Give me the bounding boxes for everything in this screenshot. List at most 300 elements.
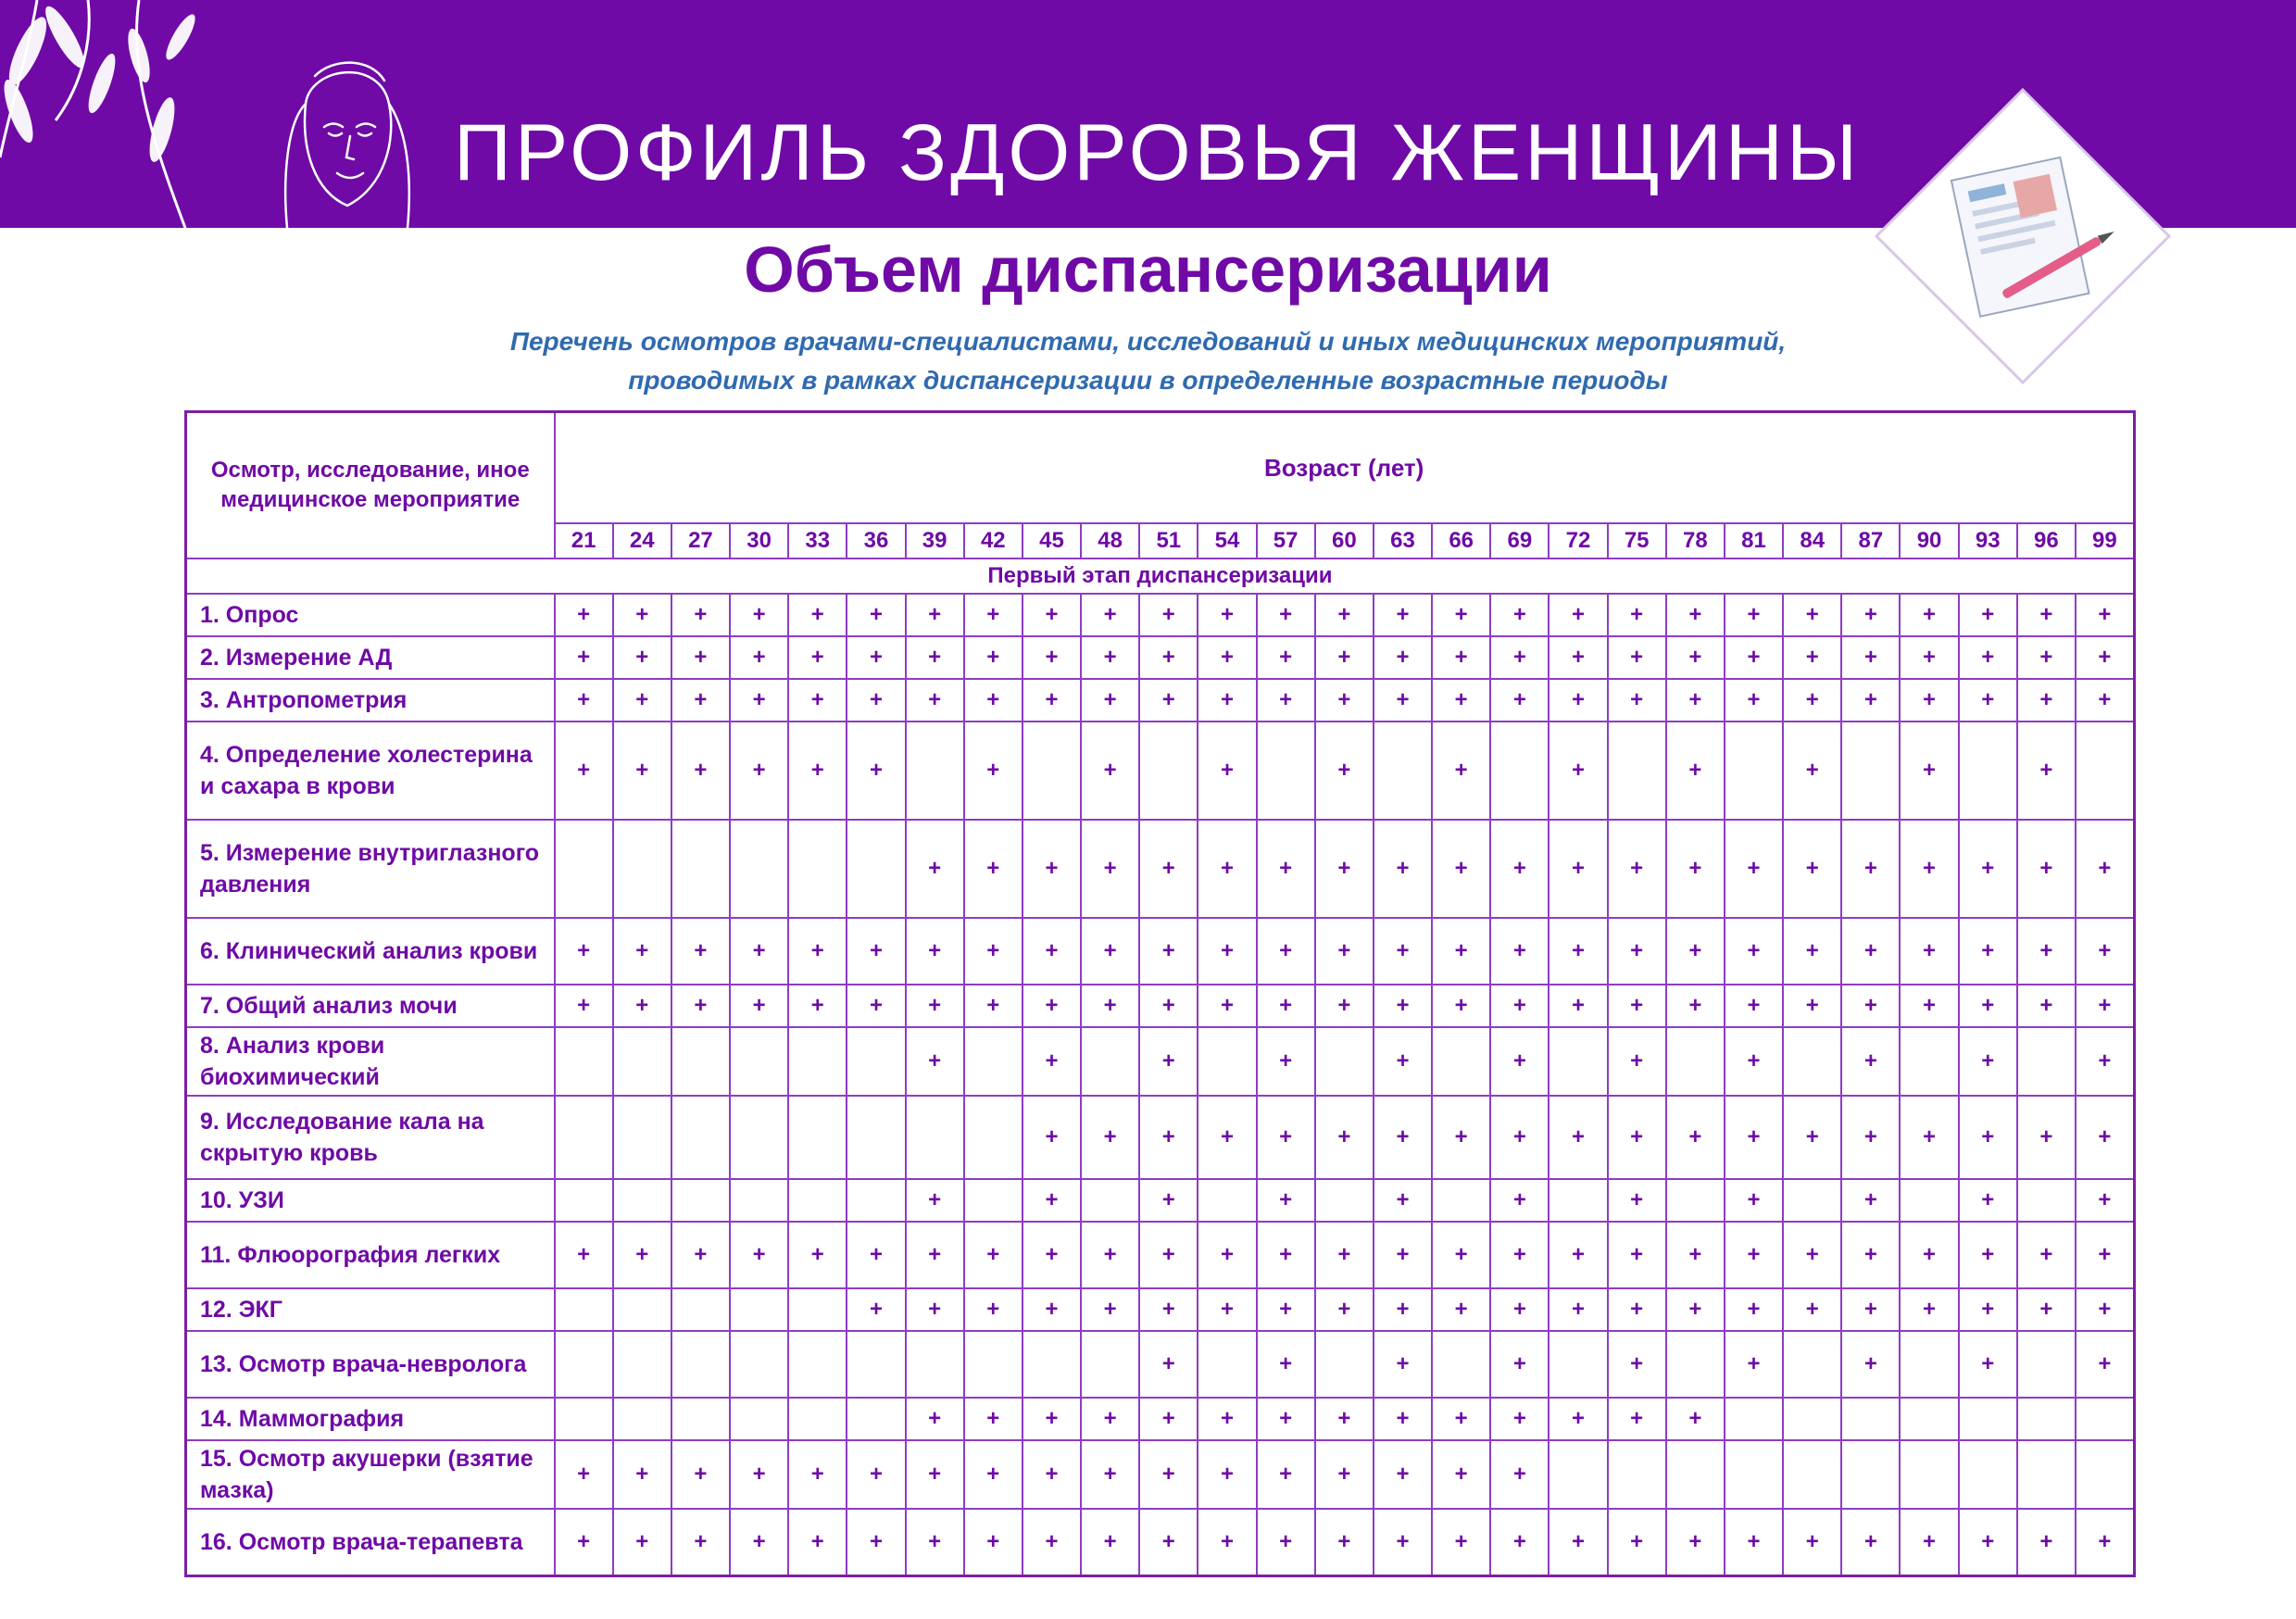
mark-cell: +	[1666, 918, 1725, 985]
empty-cell	[1315, 1179, 1374, 1222]
mark-cell: +	[1081, 820, 1139, 918]
mark-cell: +	[671, 679, 730, 722]
mark-cell: +	[1198, 679, 1256, 722]
mark-cell: +	[1198, 820, 1256, 918]
empty-cell	[1900, 1398, 1958, 1440]
table-row	[186, 1398, 2135, 1440]
mark-cell: +	[1959, 594, 2017, 636]
empty-cell	[555, 820, 613, 918]
mark-cell: +	[1374, 1331, 1432, 1398]
mark-cell: +	[1432, 679, 1490, 722]
mark-cell: +	[1374, 820, 1432, 918]
mark-cell: +	[1315, 820, 1374, 918]
mark-cell: +	[1257, 1440, 1315, 1509]
mark-cell: +	[1257, 1509, 1315, 1575]
table-row	[186, 820, 2135, 918]
mark-cell: +	[1198, 1509, 1256, 1575]
empty-cell	[847, 1398, 905, 1440]
empty-cell	[1783, 1179, 1841, 1222]
empty-cell	[1023, 722, 1081, 820]
empty-cell	[730, 1288, 788, 1331]
mark-cell: +	[1023, 1096, 1081, 1179]
mark-cell: +	[1783, 918, 1841, 985]
mark-cell: +	[1139, 1179, 1198, 1222]
mark-cell: +	[1608, 1096, 1666, 1179]
empty-cell	[671, 1027, 730, 1096]
mark-cell: +	[1841, 1331, 1900, 1398]
mark-cell: +	[847, 722, 905, 820]
mark-cell: +	[1490, 1179, 1549, 1222]
empty-cell	[1666, 1027, 1725, 1096]
mark-cell: +	[1490, 1222, 1549, 1288]
mark-cell: +	[1725, 1096, 1783, 1179]
empty-cell	[847, 1331, 905, 1398]
empty-cell	[964, 1096, 1023, 1179]
empty-cell	[613, 1027, 671, 1096]
empty-cell	[730, 1096, 788, 1179]
mark-cell: +	[1023, 1222, 1081, 1288]
mark-cell: +	[555, 636, 613, 679]
empty-cell	[906, 722, 964, 820]
mark-cell: +	[788, 918, 847, 985]
mark-cell: +	[2017, 594, 2076, 636]
mark-cell: +	[906, 679, 964, 722]
mark-cell: +	[1549, 1398, 1607, 1440]
mark-cell: +	[671, 918, 730, 985]
mark-cell: +	[1900, 679, 1958, 722]
mark-cell: +	[1257, 1096, 1315, 1179]
mark-cell: +	[2017, 1288, 2076, 1331]
empty-cell	[788, 820, 847, 918]
empty-cell	[613, 820, 671, 918]
empty-cell	[1549, 1331, 1607, 1398]
mark-cell: +	[555, 985, 613, 1027]
mark-cell: +	[1900, 1288, 1958, 1331]
empty-cell	[613, 1179, 671, 1222]
mark-cell: +	[613, 722, 671, 820]
mark-cell: +	[1783, 1222, 1841, 1288]
empty-cell	[1139, 722, 1198, 820]
mark-cell: +	[1783, 1096, 1841, 1179]
mark-cell: +	[847, 636, 905, 679]
mark-cell: +	[2017, 1096, 2076, 1179]
mark-cell: +	[2076, 1096, 2134, 1179]
mark-cell: +	[1783, 1509, 1841, 1575]
age-label: 72	[1549, 523, 1607, 558]
row-label: 13. Осмотр врача-невролога	[186, 1331, 555, 1398]
mark-cell: +	[1959, 1179, 2017, 1222]
mark-cell: +	[1432, 594, 1490, 636]
empty-cell	[555, 1096, 613, 1179]
mark-cell: +	[555, 594, 613, 636]
mark-cell: +	[1783, 722, 1841, 820]
mark-cell: +	[1490, 985, 1549, 1027]
empty-cell	[2017, 1027, 2076, 1096]
mark-cell: +	[1549, 594, 1607, 636]
row-label: 4. Определение холестерина и сахара в крови	[186, 722, 555, 820]
mark-cell: +	[1257, 679, 1315, 722]
empty-cell	[671, 1288, 730, 1331]
mark-cell: +	[2017, 722, 2076, 820]
leaf-branch-icon	[0, 0, 213, 228]
empty-cell	[2017, 1179, 2076, 1222]
empty-cell	[1081, 1027, 1139, 1096]
mark-cell: +	[1841, 1509, 1900, 1575]
row-label: 1. Опрос	[186, 594, 555, 636]
mark-cell: +	[1783, 679, 1841, 722]
mark-cell: +	[1081, 594, 1139, 636]
row-label: 9. Исследование кала на скрытую кровь	[186, 1096, 555, 1179]
mark-cell: +	[1139, 1331, 1198, 1398]
examination-table-wrap	[184, 410, 2136, 1577]
mark-cell: +	[964, 918, 1023, 985]
mark-cell: +	[1725, 1179, 1783, 1222]
page-title: ПРОФИЛЬ ЗДОРОВЬЯ ЖЕНЩИНЫ	[454, 108, 1862, 197]
mark-cell: +	[1257, 1331, 1315, 1398]
age-label: 60	[1315, 523, 1374, 558]
mark-cell: +	[1315, 594, 1374, 636]
empty-cell	[555, 1027, 613, 1096]
mark-cell: +	[1841, 918, 1900, 985]
mark-cell: +	[1023, 1398, 1081, 1440]
mark-cell: +	[847, 1440, 905, 1509]
row-label: 10. УЗИ	[186, 1179, 555, 1222]
mark-cell: +	[613, 636, 671, 679]
mark-cell: +	[1374, 594, 1432, 636]
mark-cell: +	[788, 636, 847, 679]
table-row	[186, 1027, 2135, 1096]
mark-cell: +	[2076, 1509, 2134, 1575]
mark-cell: +	[1315, 1398, 1374, 1440]
mark-cell: +	[1198, 1096, 1256, 1179]
mark-cell: +	[671, 1440, 730, 1509]
mark-cell: +	[1432, 918, 1490, 985]
mark-cell: +	[671, 636, 730, 679]
age-label: 63	[1374, 523, 1432, 558]
mark-cell: +	[1315, 1440, 1374, 1509]
mark-cell: +	[1841, 594, 1900, 636]
age-label: 87	[1841, 523, 1900, 558]
table-row	[186, 636, 2135, 679]
mark-cell: +	[1900, 1096, 1958, 1179]
mark-cell: +	[1432, 1222, 1490, 1288]
mark-cell: +	[2017, 985, 2076, 1027]
mark-cell: +	[1374, 636, 1432, 679]
empty-cell	[1198, 1179, 1256, 1222]
empty-cell	[847, 1027, 905, 1096]
mark-cell: +	[1725, 1288, 1783, 1331]
empty-cell	[1023, 1331, 1081, 1398]
mark-cell: +	[613, 1440, 671, 1509]
mark-cell: +	[1315, 1096, 1374, 1179]
mark-cell: +	[964, 1440, 1023, 1509]
age-label: 78	[1666, 523, 1725, 558]
mark-cell: +	[1900, 636, 1958, 679]
mark-cell: +	[2076, 1331, 2134, 1398]
mark-cell: +	[1081, 1398, 1139, 1440]
mark-cell: +	[1783, 636, 1841, 679]
empty-cell	[847, 1179, 905, 1222]
table-row	[186, 918, 2135, 985]
row-label: 11. Флюорография легких	[186, 1222, 555, 1288]
mark-cell: +	[1959, 918, 2017, 985]
mark-cell: +	[1432, 636, 1490, 679]
mark-cell: +	[964, 1509, 1023, 1575]
mark-cell: +	[1490, 820, 1549, 918]
mark-cell: +	[788, 594, 847, 636]
mark-cell: +	[613, 594, 671, 636]
mark-cell: +	[1023, 1288, 1081, 1331]
mark-cell: +	[730, 1440, 788, 1509]
empty-cell	[788, 1179, 847, 1222]
mark-cell: +	[1139, 1509, 1198, 1575]
mark-cell: +	[730, 1509, 788, 1575]
mark-cell: +	[1900, 985, 1958, 1027]
mark-cell: +	[1081, 1509, 1139, 1575]
mark-cell: +	[1490, 1440, 1549, 1509]
mark-cell: +	[906, 1440, 964, 1509]
mark-cell: +	[788, 1509, 847, 1575]
empty-cell	[1900, 1027, 1958, 1096]
mark-cell: +	[1783, 820, 1841, 918]
mark-cell: +	[1841, 1179, 1900, 1222]
mark-cell: +	[613, 985, 671, 1027]
mark-cell: +	[1490, 636, 1549, 679]
row-label: 7. Общий анализ мочи	[186, 985, 555, 1027]
mark-cell: +	[555, 1509, 613, 1575]
empty-cell	[1608, 1440, 1666, 1509]
mark-cell: +	[1139, 1027, 1198, 1096]
age-label: 84	[1783, 523, 1841, 558]
table-row	[186, 594, 2135, 636]
stage-row	[186, 558, 2135, 594]
mark-cell: +	[1257, 918, 1315, 985]
section-title: Объем диспансеризации	[744, 233, 1552, 306]
empty-cell	[1900, 1440, 1958, 1509]
mark-cell: +	[671, 1509, 730, 1575]
mark-cell: +	[847, 594, 905, 636]
mark-cell: +	[1139, 1096, 1198, 1179]
mark-cell: +	[1198, 918, 1256, 985]
age-label: 54	[1198, 523, 1256, 558]
empty-cell	[1841, 1398, 1900, 1440]
age-label: 57	[1257, 523, 1315, 558]
mark-cell: +	[671, 594, 730, 636]
mark-cell: +	[1023, 636, 1081, 679]
mark-cell: +	[1959, 636, 2017, 679]
mark-cell: +	[2076, 636, 2134, 679]
row-label: 2. Измерение АД	[186, 636, 555, 679]
mark-cell: +	[1549, 679, 1607, 722]
age-label: 81	[1725, 523, 1783, 558]
mark-cell: +	[1257, 636, 1315, 679]
empty-cell	[555, 1179, 613, 1222]
mark-cell: +	[1257, 820, 1315, 918]
empty-cell	[1374, 722, 1432, 820]
empty-cell	[1959, 722, 2017, 820]
mark-cell: +	[2076, 820, 2134, 918]
empty-cell	[1783, 1331, 1841, 1398]
mark-cell: +	[1257, 1222, 1315, 1288]
stage-label: Первый этап диспансеризации	[186, 558, 2135, 594]
mark-cell: +	[613, 679, 671, 722]
mark-cell: +	[1139, 679, 1198, 722]
mark-cell: +	[1666, 1096, 1725, 1179]
empty-cell	[2017, 1331, 2076, 1398]
mark-cell: +	[555, 722, 613, 820]
examination-table	[184, 410, 2136, 1577]
mark-cell: +	[1081, 1222, 1139, 1288]
mark-cell: +	[906, 820, 964, 918]
mark-cell: +	[1841, 985, 1900, 1027]
mark-cell: +	[1841, 1222, 1900, 1288]
mark-cell: +	[671, 1222, 730, 1288]
mark-cell: +	[1841, 1027, 1900, 1096]
empty-cell	[1490, 722, 1549, 820]
empty-cell	[788, 1096, 847, 1179]
mark-cell: +	[1432, 1096, 1490, 1179]
mark-cell: +	[1900, 1509, 1958, 1575]
table-row	[186, 985, 2135, 1027]
empty-cell	[1432, 1179, 1490, 1222]
empty-cell	[847, 820, 905, 918]
mark-cell: +	[1023, 1027, 1081, 1096]
empty-cell	[671, 1179, 730, 1222]
mark-cell: +	[1023, 918, 1081, 985]
mark-cell: +	[1198, 1288, 1256, 1331]
mark-cell: +	[1608, 1509, 1666, 1575]
empty-cell	[1666, 1331, 1725, 1398]
mark-cell: +	[1490, 1509, 1549, 1575]
woman-face-icon	[269, 48, 426, 228]
mark-cell: +	[1198, 594, 1256, 636]
empty-cell	[1432, 1027, 1490, 1096]
mark-cell: +	[1374, 985, 1432, 1027]
mark-cell: +	[1374, 679, 1432, 722]
mark-cell: +	[2076, 679, 2134, 722]
row-label: 14. Маммография	[186, 1398, 555, 1440]
mark-cell: +	[1432, 820, 1490, 918]
mark-cell: +	[1023, 1179, 1081, 1222]
age-column-header: Возраст (лет)	[555, 412, 2135, 524]
mark-cell: +	[1374, 1096, 1432, 1179]
mark-cell: +	[1490, 1096, 1549, 1179]
mark-cell: +	[671, 722, 730, 820]
mark-cell: +	[2017, 918, 2076, 985]
mark-cell: +	[1023, 1440, 1081, 1509]
empty-cell	[671, 1331, 730, 1398]
mark-cell: +	[1081, 636, 1139, 679]
mark-cell: +	[1023, 985, 1081, 1027]
empty-cell	[788, 1398, 847, 1440]
mark-cell: +	[2017, 1509, 2076, 1575]
mark-cell: +	[2076, 1288, 2134, 1331]
table-row	[186, 1288, 2135, 1331]
mark-cell: +	[1315, 1222, 1374, 1288]
empty-cell	[964, 1179, 1023, 1222]
mark-cell: +	[2076, 1179, 2134, 1222]
mark-cell: +	[1432, 1288, 1490, 1331]
description-line-1: Перечень осмотров врачами-специалистами, исследований и иных медицинских мероприятий,	[509, 327, 1787, 356]
mark-cell: +	[906, 1398, 964, 1440]
mark-cell: +	[1315, 1509, 1374, 1575]
empty-cell	[1783, 1440, 1841, 1509]
age-label: 39	[906, 523, 964, 558]
empty-cell	[1666, 1179, 1725, 1222]
empty-cell	[1198, 1331, 1256, 1398]
mark-cell: +	[1841, 820, 1900, 918]
mark-cell: +	[1959, 1096, 2017, 1179]
mark-cell: +	[1549, 918, 1607, 985]
mark-cell: +	[1900, 1222, 1958, 1288]
age-label: 30	[730, 523, 788, 558]
empty-cell	[1959, 1398, 2017, 1440]
mark-cell: +	[1023, 679, 1081, 722]
mark-cell: +	[613, 918, 671, 985]
empty-cell	[1783, 1398, 1841, 1440]
description-line-2: проводимых в рамках диспансеризации в определенные возрастные периоды	[628, 366, 1668, 395]
mark-cell: +	[1666, 1288, 1725, 1331]
mark-cell: +	[1432, 722, 1490, 820]
empty-cell	[1432, 1331, 1490, 1398]
row-label: 12. ЭКГ	[186, 1288, 555, 1331]
mark-cell: +	[1081, 985, 1139, 1027]
mark-cell: +	[1198, 985, 1256, 1027]
mark-cell: +	[730, 1222, 788, 1288]
mark-cell: +	[2076, 918, 2134, 985]
empty-cell	[671, 1398, 730, 1440]
empty-cell	[613, 1398, 671, 1440]
age-label: 51	[1139, 523, 1198, 558]
empty-cell	[1841, 1440, 1900, 1509]
empty-cell	[1257, 722, 1315, 820]
mark-cell: +	[1374, 918, 1432, 985]
name-column-header: Осмотр, исследование, иное медицинское мероприятие	[186, 412, 555, 559]
mark-cell: +	[964, 1222, 1023, 1288]
mark-cell: +	[1608, 985, 1666, 1027]
row-label: 15. Осмотр акушерки (взятие мазка)	[186, 1440, 555, 1509]
mark-cell: +	[847, 985, 905, 1027]
mark-cell: +	[1139, 636, 1198, 679]
mark-cell: +	[1725, 1509, 1783, 1575]
mark-cell: +	[788, 985, 847, 1027]
mark-cell: +	[1666, 1398, 1725, 1440]
mark-cell: +	[1608, 918, 1666, 985]
table-row	[186, 1222, 2135, 1288]
mark-cell: +	[1608, 1222, 1666, 1288]
age-label: 75	[1608, 523, 1666, 558]
mark-cell: +	[847, 679, 905, 722]
age-label: 66	[1432, 523, 1490, 558]
mark-cell: +	[1081, 722, 1139, 820]
age-label: 45	[1023, 523, 1081, 558]
mark-cell: +	[1608, 820, 1666, 918]
mark-cell: +	[1959, 1027, 2017, 1096]
mark-cell: +	[2017, 1222, 2076, 1288]
mark-cell: +	[1608, 1331, 1666, 1398]
mark-cell: +	[1959, 679, 2017, 722]
mark-cell: +	[555, 1440, 613, 1509]
row-label: 16. Осмотр врача-терапевта	[186, 1509, 555, 1575]
mark-cell: +	[1666, 636, 1725, 679]
mark-cell: +	[1315, 636, 1374, 679]
empty-cell	[788, 1331, 847, 1398]
mark-cell: +	[964, 722, 1023, 820]
mark-cell: +	[1959, 985, 2017, 1027]
mark-cell: +	[788, 722, 847, 820]
mark-cell: +	[1783, 594, 1841, 636]
empty-cell	[847, 1096, 905, 1179]
